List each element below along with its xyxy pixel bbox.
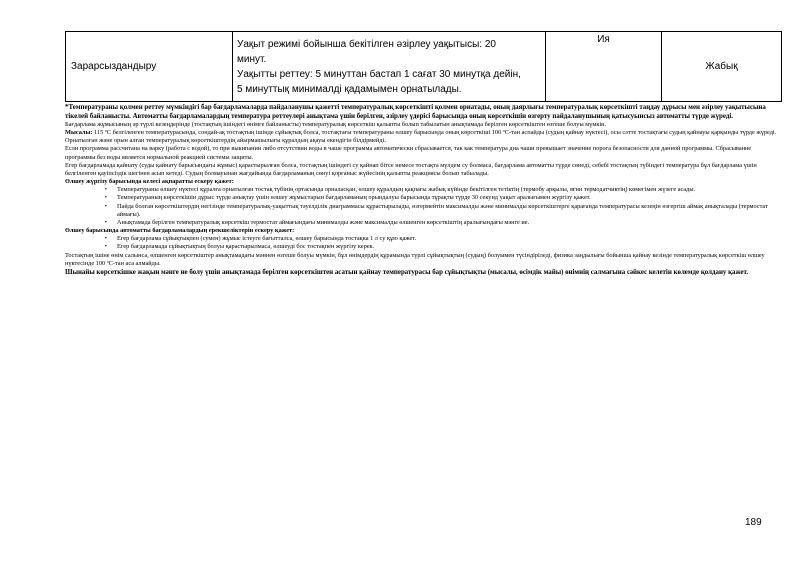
paragraph: Тостақтың ішіне өнім салынса, өлшенген көрсеткіштер анықтамадағы мәннен өзгеше болуы мүмкін, бұл өнімдердің құрамында түрлі сұйықтықтың (судың) болуымен түсіндіріледі, физика заңдылығы бойынша қайнау кезінде температуралық көрсеткіш өлшеу нүктесінде 100 ºС-тан аса алмайды. <box>65 251 765 267</box>
paragraph: Егер бағдарламада қайнату (суды қайнату барысындағы жұмыс) қарастырылған болса, тостақтың ішіндегі су қайнап бітсе немесе тостақта мүлдем су болмаса, бағдарлама автоматты түрде сөнеді, себебі тостақтың түбіндегі температура бұл бағдарлама үшін белгіленген қауіпсіздік шегінен асып кетеді. Судың болмауынан жағдайында бағдарламаның сөнуі қорғаныс жүйесінің қалыпты реакциясы болып табылады. <box>65 161 757 177</box>
list-item: • Анықтамада берілген температуралық көрсеткіш термостат аймағындағы минималды және максималды өлшенген көрсеткіштің аралығындағы мәнге ие. <box>65 219 783 227</box>
example-text: 115 ºС белгіленген температурасында, сондай-ақ тостақтың ішінде сұйықтық болса, тостақтағы температураны өлшеу барысында оның көрсеткіші 100 ºС-тан аспайды (судың қайнау нүктесі), осы сәтте тостақтағы судың қайнауы қарқынды түрде жүреді. Орнатылған және орын алған температуралық көрсеткіштердің айырмашылығы құралдың ақауы екендігін білдірмейді. <box>65 129 777 145</box>
mode-name-cell: Зарарсыздандыру <box>66 32 233 102</box>
closing-note: Шынайы көрсеткішке жақын мәнге не болу үшін анықтамада берілген көрсеткіштен асатын қайнау температурасы бар сұйықтықты (мысалы, өсімдік майы) өнімнің салмағына сәйкес келетін көлемде қолдану қажет. <box>65 268 749 276</box>
table-row <box>66 32 782 102</box>
description-line: 5 минуттық минималді қадамымен орнатылады. <box>237 83 462 95</box>
bullet-icon: • <box>104 235 107 243</box>
bullet-icon: • <box>104 186 107 194</box>
manual-temperature-note: *Температураны қолмен реттеу мүмкіндігі бар бағдарламаларда пайдаланушы қажетті температуралық көрсеткішті қолмен орнатады, оның даярлығы температуралық көрсеткішті таңдау дұрысы мен әзірлеу уақытысына тікелей байланысты. Автоматты бағдарламалардың температура реттеулері анықтама үшін берілген, әзірлеу үдерісі барысында оның көрсеткішін өзгерту пайдаланушының қатысуынсыз автоматты түрде жүреді. <box>65 104 766 120</box>
description-line: Уақытты реттеу: 5 минуттан бастап 1 сағат 30 минутқа дейін, <box>237 68 521 80</box>
list-item: • Температураны өлшеу нүктесі құралға орнатылған тостақ түбінің ортасында орналасқан, өлшеу құралдың қақпағы жабық күйінде бекітілген тетіктің (термобу арқылы, яғни термодатчиктің) көмегімен жүзеге асады. <box>65 186 783 194</box>
list-item: • Температураның көрсеткішін дұрыс түрде анықтау үшін өлшеу жұмыстарын бағдарламаның орындалуы барысында тұрақты түрде 30 секунд уақыт аралығымен жүргізу қажет. <box>65 194 783 202</box>
example-label: Мысалы: <box>65 129 93 137</box>
paragraph-ru: Если программа рассчитана на варку (работа с водой), то при выкипании либо отсутствии воды в чаше программа автоматически сбрасывается, так как температура дна чаши превышает значение порога безопасности для данной программы. Сбрасывание программы без воды является нормальной реакцией системы защиты. <box>65 145 752 161</box>
bullet-icon: • <box>104 218 107 226</box>
mode-description-cell <box>233 32 546 102</box>
availability-cell: Ия <box>546 32 662 102</box>
page-number: 189 <box>745 517 762 528</box>
bullet-icon: • <box>104 202 107 210</box>
description-line: Уақыт режимі бойынша бекітілген әзірлеу уақытысы: 20 <box>237 38 496 50</box>
lid-state-cell: Жабық <box>662 32 782 102</box>
example-paragraph <box>65 129 783 145</box>
bullet-icon: • <box>104 194 107 202</box>
settings-table <box>65 31 782 102</box>
list-item: • Пайда болған көрсеткіштердің негізінде температуралық-уақыттық тәуелділік диаграммасы құрастырылады, өзгермейтін максималды және минималды көрсеткіштерге қарағанда температурасы кезеңін өзгергіш аймақ анықталады (термостат аймағы). <box>65 203 783 219</box>
list-item: • Егер бағдарламада сұйықтықтың болуы қарастырылмаса, өлшеуді бос тостақпен жүргізу керек. <box>65 243 783 251</box>
notes-body <box>65 103 783 277</box>
bullet-icon: • <box>104 243 107 251</box>
section-heading: Өлшеу жүргізу барысында келесі ақпаратты ескеру қажет: <box>65 178 234 186</box>
section-heading: Өлшеу барысында автоматты бағдарламалардың ерекшеліктерін ескеру қажет: <box>65 227 295 235</box>
description-line: минут. <box>237 53 267 65</box>
paragraph: Бағдарлама жұмысының әр түрлі кезеңдерінде (тостақтың ішіндегі өнімге байланысты) температуралық көрсеткіш қалыпты болып табылатын анықтамада берілген көрсеткіштен өзгеше болуы мүмкін. <box>65 121 607 128</box>
list-item: • Егер бағдарлама сұйықтықпен (сумен) жұмыс істеуге бағытталса, өлшеу барысында тостақка 1 л су құю қажет. <box>65 235 783 243</box>
